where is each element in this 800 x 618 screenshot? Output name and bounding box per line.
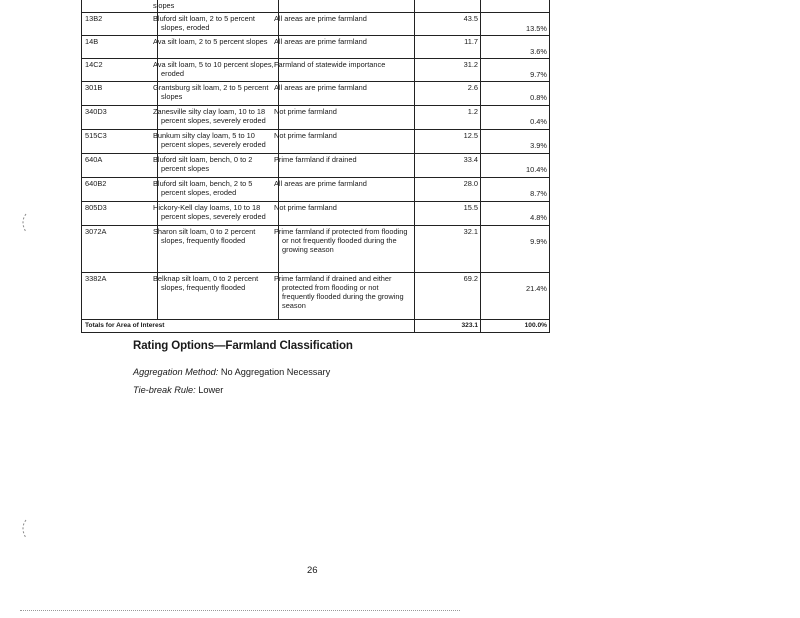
table-row-fragment	[82, 0, 550, 13]
cell-acres: 12.5	[415, 130, 481, 154]
scan-noise-line	[20, 606, 460, 611]
cell-map-unit-name: Grantsburg silt loam, 2 to 5 percent slopes	[158, 82, 279, 106]
scan-mark-icon	[18, 212, 28, 234]
cell-percent: 9.7%	[481, 59, 550, 82]
cell-rating: Prime farmland if drained and either protected from flooding or not frequently flooded during the growing season	[279, 273, 415, 320]
cell-map-unit-name: Ava silt loam, 5 to 10 percent slopes, eroded	[158, 59, 279, 82]
table-row	[82, 130, 550, 154]
farmland-classification-table	[81, 0, 550, 333]
scan-mark-icon	[18, 518, 28, 540]
cell-percent: 3.6%	[481, 36, 550, 59]
cell-rating: Prime farmland if drained	[279, 154, 415, 178]
cell-map-unit-name: Sharon silt loam, 0 to 2 percent slopes, frequently flooded	[158, 226, 279, 273]
table-row	[82, 82, 550, 106]
table-row	[82, 202, 550, 226]
tie-break-rule-value: Lower	[198, 385, 224, 395]
cell-percent: 10.4%	[481, 154, 550, 178]
cell-map-unit-symbol: 3072A	[82, 226, 158, 273]
cell-acres: 15.5	[415, 202, 481, 226]
cell-rating: Not prime farmland	[279, 106, 415, 130]
cell-empty	[279, 0, 415, 13]
table-row	[82, 106, 550, 130]
cell-map-unit-symbol: 640B2	[82, 178, 158, 202]
cell-map-unit-name: Bunkum silty clay loam, 5 to 10 percent slopes, severely eroded	[158, 130, 279, 154]
cell-rating: All areas are prime farmland	[279, 178, 415, 202]
cell-acres: 11.7	[415, 36, 481, 59]
table-row	[82, 273, 550, 320]
cell-percent: 9.9%	[481, 226, 550, 273]
page-number: 26	[307, 565, 318, 576]
table-row	[82, 226, 550, 273]
cell-percent: 4.8%	[481, 202, 550, 226]
cell-map-unit-symbol: 301B	[82, 82, 158, 106]
cell-empty	[82, 0, 158, 13]
cell-map-unit-name: Zanesville silty clay loam, 10 to 18 percent slopes, severely eroded	[158, 106, 279, 130]
cell-rating: Not prime farmland	[279, 202, 415, 226]
cell-total-percent: 100.0%	[481, 320, 550, 333]
cell-acres: 28.0	[415, 178, 481, 202]
cell-acres: 43.5	[415, 13, 481, 36]
cell-percent: 0.8%	[481, 82, 550, 106]
cell-map-unit-symbol: 640A	[82, 154, 158, 178]
cell-percent: 8.7%	[481, 178, 550, 202]
cell-map-unit-name: Bluford silt loam, bench, 0 to 2 percent slopes	[158, 154, 279, 178]
table-row	[82, 178, 550, 202]
cell-empty	[481, 0, 550, 13]
cell-acres: 1.2	[415, 106, 481, 130]
table-row	[82, 154, 550, 178]
rating-options-heading: Rating Options—Farmland Classification	[133, 340, 353, 352]
cell-map-unit-symbol: 3382A	[82, 273, 158, 320]
table-row	[82, 36, 550, 59]
aggregation-method-value: No Aggregation Necessary	[220, 367, 331, 377]
cell-acres: 2.6	[415, 82, 481, 106]
table-body	[82, 0, 550, 333]
cell-acres: 69.2	[415, 273, 481, 320]
cell-rating: All areas are prime farmland	[279, 36, 415, 59]
cell-rating: All areas are prime farmland	[279, 13, 415, 36]
cell-total-acres: 323.1	[415, 320, 481, 333]
table-row-total	[82, 320, 550, 333]
cell-map-unit-symbol: 805D3	[82, 202, 158, 226]
table-row	[82, 13, 550, 36]
cell-map-unit-symbol: 515C3	[82, 130, 158, 154]
cell-map-unit-name: Belknap silt loam, 0 to 2 percent slopes, frequently flooded	[158, 273, 279, 320]
cell-total-label: Totals for Area of Interest	[82, 320, 415, 333]
cell-percent: 13.5%	[481, 13, 550, 36]
cell-rating: Farmland of statewide importance	[279, 59, 415, 82]
cell-empty	[415, 0, 481, 13]
cell-acres: 32.1	[415, 226, 481, 273]
cell-map-unit-symbol: 340D3	[82, 106, 158, 130]
cell-map-unit-name: Ava silt loam, 2 to 5 percent slopes	[158, 36, 279, 59]
aggregation-method-line	[133, 367, 330, 377]
cell-rating: Prime farmland if protected from flooding or not frequently flooded during the growing season	[279, 226, 415, 273]
cell-acres: 31.2	[415, 59, 481, 82]
aggregation-method-label: Aggregation Method:	[133, 367, 219, 377]
table-row	[82, 59, 550, 82]
cell-percent: 0.4%	[481, 106, 550, 130]
cell-rating: Not prime farmland	[279, 130, 415, 154]
cell-map-unit-name-fragment: slopes	[158, 0, 279, 13]
cell-map-unit-name: Bluford silt loam, bench, 2 to 5 percent slopes, eroded	[158, 178, 279, 202]
tie-break-rule-line	[133, 385, 223, 395]
cell-map-unit-symbol: 14B	[82, 36, 158, 59]
cell-percent: 3.9%	[481, 130, 550, 154]
cell-rating: All areas are prime farmland	[279, 82, 415, 106]
cell-map-unit-name: Bluford silt loam, 2 to 5 percent slopes, eroded	[158, 13, 279, 36]
cell-percent: 21.4%	[481, 273, 550, 320]
cell-map-unit-name: Hickory-Kell clay loams, 10 to 18 percent slopes, severely eroded	[158, 202, 279, 226]
tie-break-rule-label: Tie-break Rule:	[133, 385, 196, 395]
cell-map-unit-symbol: 14C2	[82, 59, 158, 82]
cell-map-unit-symbol: 13B2	[82, 13, 158, 36]
cell-acres: 33.4	[415, 154, 481, 178]
